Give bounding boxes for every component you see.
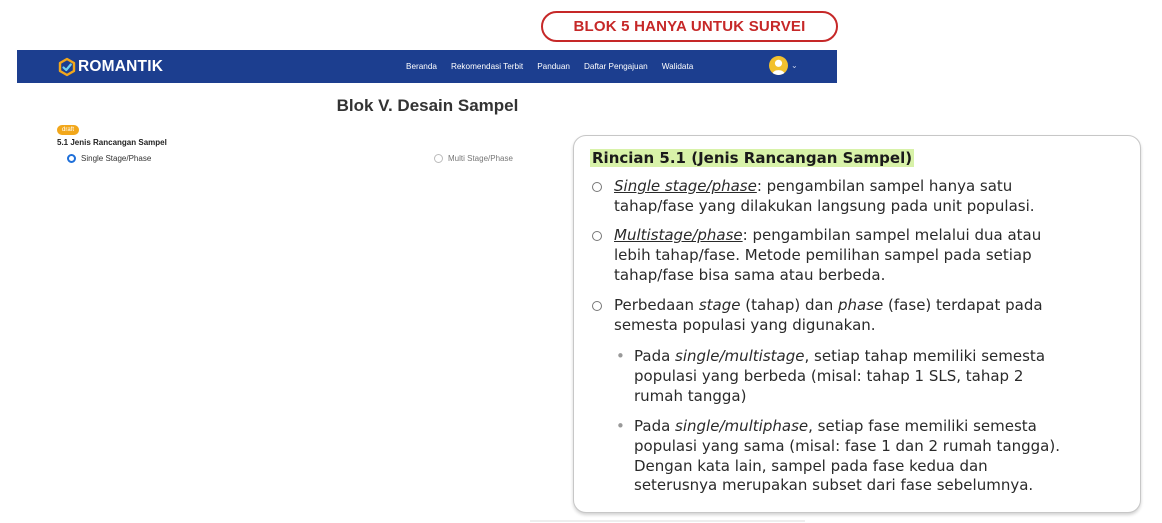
bullet-text: , setiap fase memiliki semesta: [808, 417, 1037, 435]
dot-bullet-icon: •: [616, 417, 625, 435]
bullet-text: Perbedaan: [614, 296, 699, 314]
bullet-text: (fase) terdapat pada: [883, 296, 1043, 314]
subbullet-multiphase: [616, 417, 1116, 496]
field-label-jenis-rancangan: 5.1 Jenis Rancangan Sampel: [57, 138, 167, 147]
subbullet-line: rumah tangga): [634, 386, 747, 405]
hollow-bullet-icon: [592, 231, 602, 241]
term-stage: stage: [698, 296, 741, 314]
bullet-text: , setiap tahap memiliki semesta: [804, 347, 1046, 365]
bullet-text: Pada: [634, 417, 676, 435]
bullet-text: (tahap) dan: [740, 296, 839, 314]
bullet-text: Pada: [634, 347, 676, 365]
bullet-line: lebih tahap/fase. Metode pemilihan sampel pada setiap: [614, 245, 1032, 264]
user-avatar-icon: [769, 56, 788, 75]
subbullet-line: [634, 417, 1116, 437]
term-single-multistage: single/multistage: [675, 347, 805, 365]
bullet-line: [614, 177, 1112, 197]
survey-only-banner: BLOK 5 HANYA UNTUK SURVEI: [541, 11, 838, 42]
hollow-bullet-icon: [592, 301, 602, 311]
bullet-line: tahap/fase yang dilakukan langsung pada unit populasi.: [614, 196, 1035, 215]
bullet-single-stage: [592, 177, 1112, 217]
radio-selected-icon[interactable]: [67, 154, 76, 163]
radio-option-multi-stage[interactable]: [434, 154, 513, 163]
subbullet-line: Dengan kata lain, sampel pada fase kedua dan: [634, 456, 988, 475]
bullet-line: tahap/fase bisa sama atau berbeda.: [614, 265, 886, 284]
term-single-multiphase: single/multiphase: [675, 417, 809, 435]
bullet-text: : pengambilan sampel melalui dua atau: [742, 226, 1042, 244]
bullet-text: : pengambilan sampel hanya satu: [756, 177, 1013, 195]
term-multistage: Multistage/phase: [614, 226, 743, 244]
nav-walidata[interactable]: Walidata: [661, 62, 694, 71]
bullet-line: [614, 226, 1112, 246]
chevron-down-icon: ⌄: [791, 61, 798, 70]
bullet-multistage: [592, 226, 1112, 285]
romantik-logo-icon: [57, 57, 77, 77]
dot-bullet-icon: •: [616, 347, 625, 365]
brand-name: ROMANTIK: [78, 57, 164, 75]
brand-logo[interactable]: [57, 57, 163, 77]
bullet-stage-vs-phase: [592, 296, 1112, 336]
radio-option-single-stage[interactable]: [67, 154, 151, 163]
subbullet-line: [634, 347, 1116, 367]
term-single-stage: Single stage/phase: [614, 177, 757, 195]
page-title: Blok V. Desain Sampel: [336, 96, 519, 115]
nav-beranda[interactable]: Beranda: [406, 62, 437, 71]
bullet-line: [614, 296, 1112, 316]
subbullet-multistage: [616, 347, 1116, 406]
hollow-bullet-icon: [592, 182, 602, 192]
subbullet-line: seterusnya merupakan subset dari fase sebelumnya.: [634, 476, 1034, 495]
nav-links: [406, 50, 693, 83]
subbullet-line: populasi yang sama (misal: fase 1 dan 2 rumah tangga).: [634, 436, 1060, 455]
card-title: Rincian 5.1 (Jenis Rancangan Sampel): [592, 149, 913, 167]
radio-label-single-stage: Single Stage/Phase: [81, 154, 152, 163]
term-phase: phase: [838, 296, 884, 314]
explanation-card: [573, 135, 1141, 513]
draft-status-badge: draft: [57, 125, 79, 135]
radio-unselected-icon[interactable]: [434, 154, 443, 163]
user-menu[interactable]: [769, 56, 798, 75]
subbullet-line: populasi yang berbeda (misal: tahap 1 SLS, tahap 2: [634, 366, 1024, 385]
radio-label-multi-stage: Multi Stage/Phase: [448, 154, 513, 163]
divider: [530, 520, 805, 522]
top-navbar: [17, 50, 837, 83]
nav-rekomendasi-terbit[interactable]: Rekomendasi Terbit: [450, 62, 524, 71]
bullet-line: semesta populasi yang digunakan.: [614, 315, 876, 334]
nav-daftar-pengajuan[interactable]: Daftar Pengajuan: [583, 62, 648, 71]
nav-panduan[interactable]: Panduan: [537, 62, 570, 71]
